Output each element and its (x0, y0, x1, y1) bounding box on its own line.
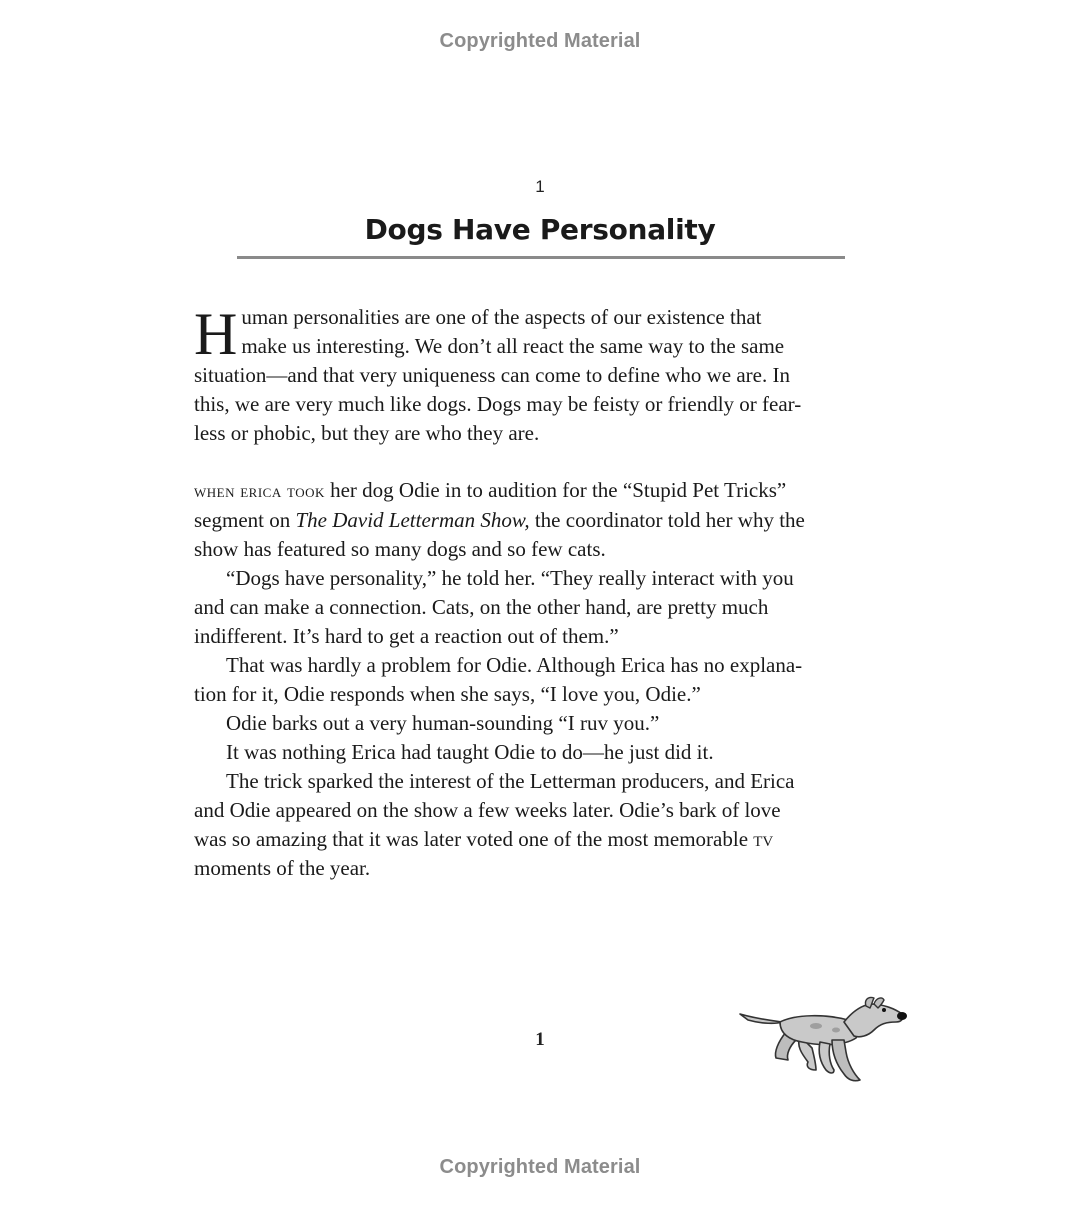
intro-line: this, we are very much like dogs. Dogs may be feisty or friendly or fear- (194, 392, 802, 416)
story-text-span: was so amazing that it was later voted one of the most memorable (194, 827, 754, 851)
intro-line: less or phobic, but they are who they are. (194, 421, 540, 445)
story-text (194, 476, 894, 883)
show-title-italic: The David Letterman Show, (295, 508, 530, 532)
chapter-number: 1 (535, 177, 545, 196)
lead-in-small-caps: when erica took (194, 481, 325, 502)
story-line (194, 476, 894, 506)
story-line: It was nothing Erica had taught Odie to do—he just did it. (226, 740, 714, 764)
story-line: “Dogs have personality,” he told her. “They really interact with you (226, 566, 794, 590)
story-line (194, 506, 894, 535)
title-rule (237, 256, 845, 259)
story-line: The trick sparked the interest of the Letterman producers, and Erica (226, 769, 795, 793)
story-line: tion for it, Odie responds when she says, “I love you, Odie.” (194, 682, 701, 706)
tv-small-caps: tv (753, 827, 774, 851)
story-text-span: her dog Odie in to audition for the “Stupid Pet Tricks” (324, 478, 787, 502)
story-line: That was hardly a problem for Odie. Although Erica has no explana- (226, 653, 803, 677)
page-number: 1 (535, 1029, 545, 1050)
story-line: and can make a connection. Cats, on the other hand, are pretty much (194, 595, 769, 619)
chapter-intro (194, 303, 894, 448)
running-dog-icon (736, 992, 912, 1088)
story-line: indifferent. It’s hard to get a reaction out of them.” (194, 624, 619, 648)
story-text-span: segment on (194, 508, 296, 532)
intro-line: situation—and that very uniqueness can come to define who we are. In (194, 363, 790, 387)
drop-cap: H (194, 301, 238, 367)
chapter-title: Dogs Have Personality (364, 213, 716, 246)
story-text-span: the coordinator told her why the (529, 508, 805, 532)
intro-line: make us interesting. We don’t all react the same way to the same (241, 334, 785, 358)
copyright-watermark-top: Copyrighted Material (439, 30, 641, 52)
story-line: Odie barks out a very human-sounding “I ruv you.” (226, 711, 660, 735)
story-line: and Odie appeared on the show a few weeks later. Odie’s bark of love (194, 798, 781, 822)
story-line (194, 825, 894, 854)
story-line: moments of the year. (194, 856, 371, 880)
story-line: show has featured so many dogs and so few cats. (194, 537, 606, 561)
intro-line: uman personalities are one of the aspects of our existence that (241, 305, 762, 329)
copyright-watermark-bottom: Copyrighted Material (439, 1156, 641, 1178)
